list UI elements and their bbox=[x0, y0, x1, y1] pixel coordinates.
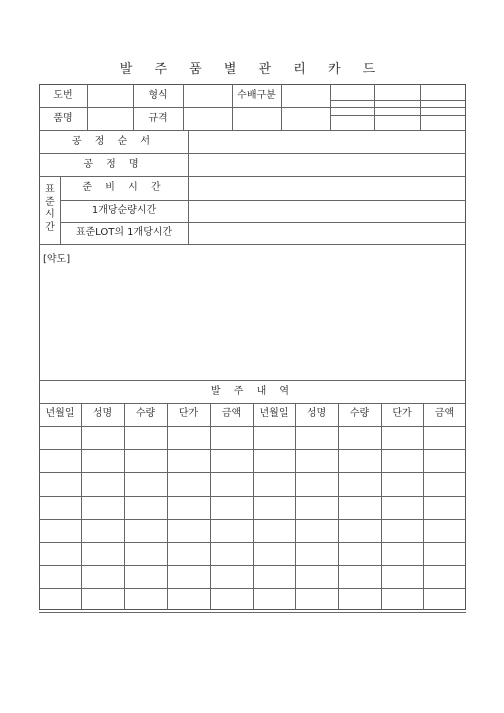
order-history-cell[interactable] bbox=[338, 588, 381, 611]
standard-time-char: 간 bbox=[45, 221, 55, 233]
order-history-cell[interactable] bbox=[423, 542, 466, 565]
order-history-col-header: 금액 bbox=[221, 408, 242, 419]
order-history-cell[interactable] bbox=[295, 426, 338, 449]
order-history-cell[interactable] bbox=[338, 472, 381, 495]
spec-label: 규격 bbox=[148, 113, 168, 124]
order-history-cell[interactable] bbox=[381, 449, 423, 472]
order-history-col-header: 단가 bbox=[178, 408, 199, 419]
process-name-label: 공 정 명 bbox=[83, 159, 144, 170]
order-history-cell[interactable] bbox=[81, 519, 124, 542]
order-history-cell[interactable] bbox=[381, 426, 423, 449]
order-history-cell[interactable] bbox=[167, 449, 210, 472]
card-title: 발 주 품 별 관 리 카 드 bbox=[119, 62, 385, 77]
order-history-cell[interactable] bbox=[81, 565, 124, 588]
sketch-area[interactable] bbox=[39, 268, 466, 380]
order-history-col-header: 성명 bbox=[306, 408, 327, 419]
order-history-col-header: 단가 bbox=[392, 408, 412, 419]
order-history-cell[interactable] bbox=[338, 565, 381, 588]
order-history-cell[interactable] bbox=[338, 449, 381, 472]
order-history-cell[interactable] bbox=[124, 472, 167, 495]
order-history-title: 발 주 내 역 bbox=[210, 386, 295, 397]
process-order-label: 공 정 순 서 bbox=[71, 136, 156, 147]
order-history-cell[interactable] bbox=[167, 565, 210, 588]
order-history-cell[interactable] bbox=[423, 588, 466, 611]
grid-line bbox=[39, 612, 466, 613]
grid-line bbox=[39, 380, 466, 381]
order-history-cell[interactable] bbox=[423, 472, 466, 495]
prep-time-label: 준 비 시 간 bbox=[82, 182, 166, 193]
order-history-cell[interactable] bbox=[338, 496, 381, 519]
order-history-cell[interactable] bbox=[124, 496, 167, 519]
order-history-col-header: 성명 bbox=[92, 408, 113, 419]
order-history-cell[interactable] bbox=[81, 426, 124, 449]
order-history-cell[interactable] bbox=[81, 542, 124, 565]
standard-time-label bbox=[43, 184, 57, 234]
order-history-cell[interactable] bbox=[253, 588, 295, 611]
order-history-cell[interactable] bbox=[253, 519, 295, 542]
order-history-cell[interactable] bbox=[39, 472, 81, 495]
order-history-cell[interactable] bbox=[81, 449, 124, 472]
order-history-cell[interactable] bbox=[167, 588, 210, 611]
order-history-cell[interactable] bbox=[423, 449, 466, 472]
drawing-no-label: 도번 bbox=[53, 90, 73, 101]
order-history-col-header: 수량 bbox=[349, 408, 370, 419]
order-history-cell[interactable] bbox=[423, 426, 466, 449]
order-history-cell[interactable] bbox=[124, 565, 167, 588]
unit-net-time-field[interactable] bbox=[188, 200, 466, 222]
order-history-cell[interactable] bbox=[124, 426, 167, 449]
order-history-cell[interactable] bbox=[210, 472, 253, 495]
order-history-cell[interactable] bbox=[167, 542, 210, 565]
order-history-cell[interactable] bbox=[81, 588, 124, 611]
grid-line bbox=[330, 84, 331, 130]
grid-line bbox=[39, 244, 466, 245]
grid-line bbox=[330, 115, 466, 116]
order-history-cell[interactable] bbox=[210, 496, 253, 519]
standard-time-char: 준 bbox=[45, 196, 55, 208]
order-history-cell[interactable] bbox=[338, 426, 381, 449]
process-order-field[interactable] bbox=[188, 130, 466, 153]
order-history-cell[interactable] bbox=[39, 588, 81, 611]
order-history-cell[interactable] bbox=[39, 542, 81, 565]
order-history-cell[interactable] bbox=[295, 588, 338, 611]
unit-net-time-label: 1개당순량시간 bbox=[91, 205, 157, 216]
order-history-cell[interactable] bbox=[253, 496, 295, 519]
lot-unit-time-label: 표준LOT의 1개당시간 bbox=[75, 227, 173, 238]
order-history-cell[interactable] bbox=[210, 426, 253, 449]
order-history-cell[interactable] bbox=[253, 542, 295, 565]
type-label: 형식 bbox=[148, 90, 168, 101]
order-history-cell[interactable] bbox=[167, 519, 210, 542]
order-history-cell[interactable] bbox=[124, 588, 167, 611]
order-history-col-header: 년월일 bbox=[259, 408, 289, 419]
supply-class-field[interactable] bbox=[281, 84, 330, 107]
spec-field[interactable] bbox=[183, 107, 232, 130]
order-history-cell[interactable] bbox=[253, 472, 295, 495]
item-name-label: 품명 bbox=[53, 113, 73, 124]
order-history-cell[interactable] bbox=[210, 449, 253, 472]
order-history-cell[interactable] bbox=[381, 472, 423, 495]
drawing-no-field[interactable] bbox=[87, 84, 133, 107]
grid-line bbox=[330, 100, 466, 101]
order-history-cell[interactable] bbox=[338, 542, 381, 565]
order-history-cell[interactable] bbox=[210, 588, 253, 611]
order-history-cell[interactable] bbox=[295, 565, 338, 588]
process-name-field[interactable] bbox=[188, 153, 466, 176]
standard-time-char: 시 bbox=[45, 209, 55, 220]
order-history-cell[interactable] bbox=[39, 449, 81, 472]
order-history-cell[interactable] bbox=[210, 542, 253, 565]
order-history-cell[interactable] bbox=[423, 565, 466, 588]
grid-line bbox=[420, 84, 421, 130]
order-history-cell[interactable] bbox=[253, 449, 295, 472]
order-history-cell[interactable] bbox=[381, 519, 423, 542]
order-history-col-header: 수량 bbox=[135, 408, 156, 419]
sketch-label: [약도] bbox=[43, 254, 71, 265]
order-history-cell[interactable] bbox=[381, 565, 423, 588]
lot-unit-time-field[interactable] bbox=[188, 222, 466, 244]
order-history-cell[interactable] bbox=[124, 542, 167, 565]
order-history-cell[interactable] bbox=[381, 542, 423, 565]
grid-line bbox=[374, 84, 375, 130]
order-history-cell[interactable] bbox=[39, 496, 81, 519]
order-history-cell[interactable] bbox=[338, 519, 381, 542]
order-history-cell[interactable] bbox=[381, 588, 423, 611]
item-name-field[interactable] bbox=[87, 107, 133, 130]
order-history-cell[interactable] bbox=[81, 472, 124, 495]
order-history-cell[interactable] bbox=[124, 519, 167, 542]
type-field[interactable] bbox=[183, 84, 232, 107]
order-history-cell[interactable] bbox=[167, 426, 210, 449]
order-history-cell[interactable] bbox=[295, 472, 338, 495]
order-history-cell[interactable] bbox=[210, 519, 253, 542]
order-history-cell[interactable] bbox=[381, 496, 423, 519]
order-history-cell[interactable] bbox=[253, 426, 295, 449]
order-history-cell[interactable] bbox=[295, 449, 338, 472]
order-history-cell[interactable] bbox=[295, 542, 338, 565]
order-history-cell[interactable] bbox=[423, 519, 466, 542]
order-history-col-header: 금액 bbox=[434, 408, 455, 419]
order-history-cell[interactable] bbox=[210, 565, 253, 588]
order-history-cell[interactable] bbox=[423, 496, 466, 519]
supply-class-label: 수배구분 bbox=[237, 90, 276, 101]
order-history-cell[interactable] bbox=[39, 426, 81, 449]
order-history-cell[interactable] bbox=[39, 565, 81, 588]
order-history-cell[interactable] bbox=[167, 496, 210, 519]
order-history-cell[interactable] bbox=[39, 519, 81, 542]
standard-time-char: 표 bbox=[45, 184, 55, 195]
order-history-cell[interactable] bbox=[253, 565, 295, 588]
order-history-cell[interactable] bbox=[124, 449, 167, 472]
order-history-col-header: 년월일 bbox=[45, 408, 75, 419]
order-history-cell[interactable] bbox=[81, 496, 124, 519]
prep-time-field[interactable] bbox=[188, 176, 466, 200]
order-history-cell[interactable] bbox=[295, 496, 338, 519]
order-history-cell[interactable] bbox=[167, 472, 210, 495]
order-history-cell[interactable] bbox=[295, 519, 338, 542]
